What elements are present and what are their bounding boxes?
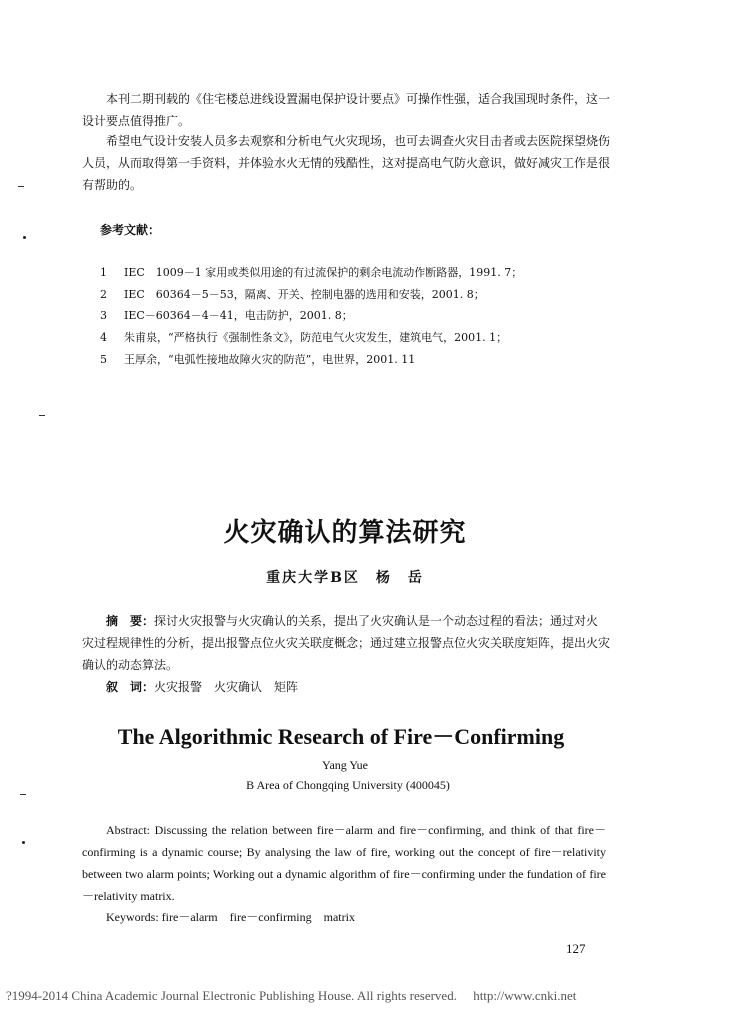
page-number: 127 — [566, 941, 586, 956]
author-en: Yang Yue — [321, 758, 368, 772]
paragraph-2: 希望电气设计安装人员多去观察和分析电气火灾现场，也可去调查火灾目击者或去医院探望烧伤人员，从而取得第一手资料，并体验水火无情的残酷性，这对提高电气防火意识，做好减灾工作是很有帮助的。 — [82, 134, 611, 192]
article-title-cn: 火灾确认的算法研究 — [223, 518, 467, 548]
paragraph-1: 本刊二期刊载的《住宅楼总进线设置漏电保护设计要点》可操作性强，适合我国现时条件，这一设计要点值得推广。 — [82, 92, 611, 128]
article-title-en: The Algorithmic Research of Fire－Confirming — [117, 724, 565, 749]
reference-number: 3 — [100, 309, 107, 322]
affiliation-en: B Area of Chongqing University (400045) — [246, 778, 450, 792]
affiliation-cn: 重庆大学B区 杨 岳 — [266, 570, 424, 586]
reference-number: 1 — [100, 266, 107, 279]
reference-item — [100, 286, 485, 302]
reference-text: 朱甫泉，“严格执行《强制性条文》，防范电气火灾发生，建筑电气，2001. 1； — [124, 331, 508, 344]
reference-text: 王厚余，“电弧性接地故障火灾的防范”，电世界，2001. 11 — [124, 353, 416, 366]
references-heading: 参考文献： — [100, 223, 161, 237]
copyright-footer: ?1994-2014 China Academic Journal Electronic Publishing House. All rights reserved. http://www.cnki.net — [6, 988, 577, 1003]
keywords-en — [106, 908, 355, 925]
keywords-en-text: fire－alarm fire－confirming matrix — [161, 910, 355, 924]
keywords-cn — [106, 678, 298, 695]
abstract-cn-label: 摘 要： — [106, 614, 155, 628]
reference-text: IEC 60364－5－53，隔离、开关、控制电器的选用和安装，2001. 8； — [124, 288, 485, 301]
keywords-cn-text: 火灾报警 火灾确认 矩阵 — [154, 680, 299, 694]
reference-item — [100, 329, 507, 345]
keywords-en-label: Keywords: — [106, 910, 159, 924]
abstract-en-text: Discussing the relation between fire－alarm and fire－confirming, and think of that fire－confirming is a dynamic course; By analysing the law of fire, working out the concept of fire－relativity between two alarm points; Working out a dynamic algorithm of fire－confirming under the fundation of fire－relativity matrix. — [82, 823, 606, 903]
reference-number: 4 — [100, 331, 107, 344]
reference-item — [100, 351, 415, 367]
scan-mark — [18, 186, 24, 187]
reference-text: IEC 1009－1 家用或类似用途的有过流保护的剩余电流动作断路器，1991. 7； — [124, 266, 523, 279]
keywords-cn-label: 叙 词： — [106, 680, 155, 694]
reference-number: 5 — [100, 353, 107, 366]
reference-item — [100, 264, 522, 280]
reference-text: IEC－60364－4－41，电击防护，2001. 8； — [124, 309, 353, 322]
abstract-cn — [82, 610, 610, 676]
scan-mark — [20, 794, 26, 795]
reference-number: 2 — [100, 288, 107, 301]
abstract-en-label: Abstract: — [106, 823, 150, 837]
abstract-en — [82, 819, 606, 907]
reference-item — [100, 307, 353, 323]
abstract-cn-text: 探讨火灾报警与火灾确认的关系，提出了火灾确认是一个动态过程的看法；通过对火灾过程规律性的分析，提出报警点位火灾关联度概念；通过建立报警点位火灾关联度矩阵，提出火灾确认的动态算法。 — [82, 614, 611, 672]
scan-mark — [39, 415, 45, 416]
scan-dot — [22, 841, 25, 844]
scan-dot — [23, 236, 26, 239]
